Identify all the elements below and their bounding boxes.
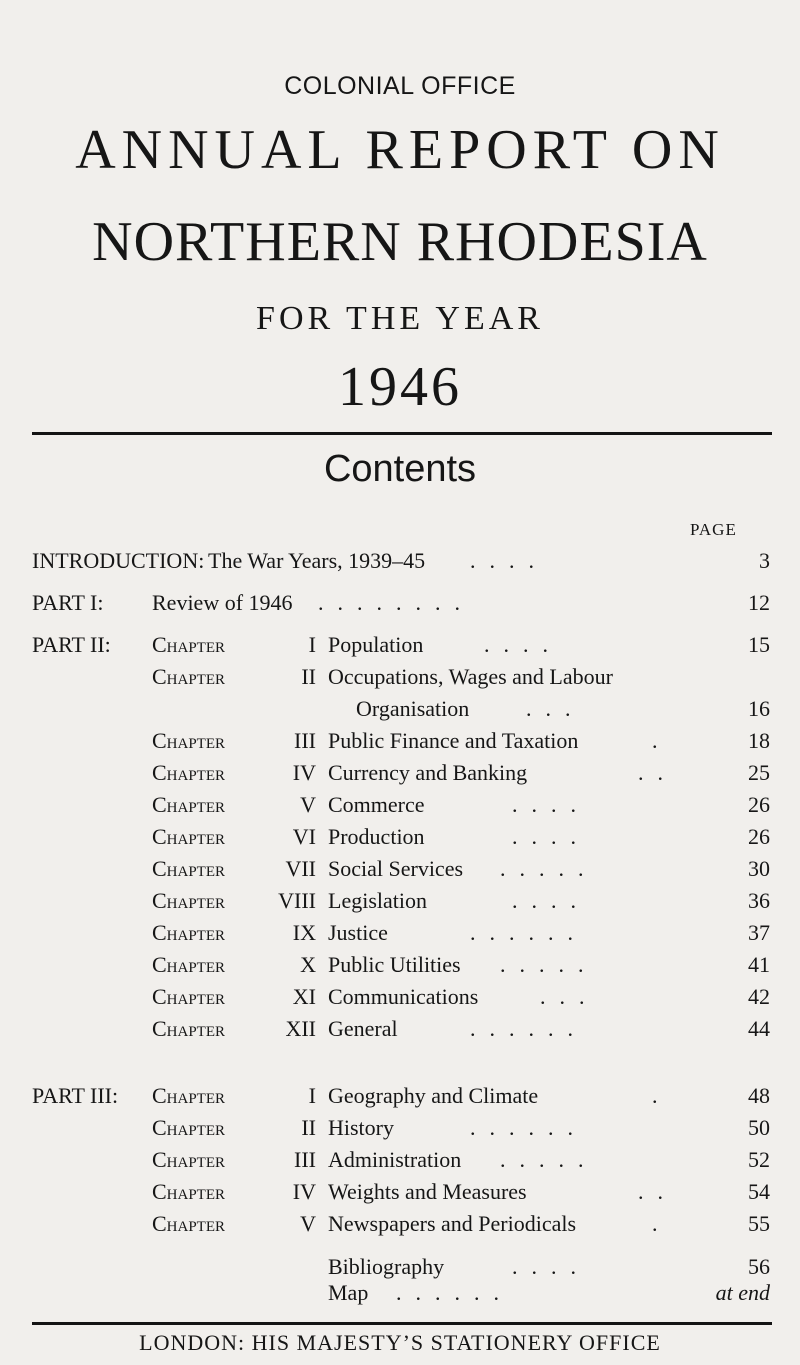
chapter-word: Chapter <box>152 856 226 881</box>
chapter-word: Chapter <box>152 1179 226 1204</box>
chapter-page: 52 <box>748 1147 770 1172</box>
introduction-label: INTRODUCTION: <box>32 548 205 573</box>
chapter-title: Legislation <box>328 888 427 913</box>
chapter-word: Chapter <box>152 920 226 945</box>
chapter-page: 37 <box>748 920 770 945</box>
leader-dots: ...... <box>396 1280 513 1305</box>
report-title-line-1: ANNUAL REPORT ON <box>75 119 725 181</box>
leader-dots: ..... <box>500 1147 598 1172</box>
part-three-label: PART III: <box>32 1083 119 1108</box>
chapter-word: Chapter <box>152 1115 226 1140</box>
leader-dots: .... <box>484 632 562 657</box>
chapter-title: General <box>328 1016 398 1041</box>
chapter-title: Social Services <box>328 856 464 881</box>
leader-dots: ...... <box>470 1016 587 1041</box>
chapter-number: VIII <box>278 888 316 913</box>
bibliography-page: 56 <box>748 1254 770 1279</box>
leader-dots: .... <box>512 792 590 817</box>
leader-dots: .... <box>470 548 548 573</box>
chapter-title-continuation: Organisation <box>356 696 470 721</box>
chapter-word: Chapter <box>152 984 226 1009</box>
leader-dots: ........ <box>318 590 474 615</box>
leader-dots: ...... <box>470 1115 587 1140</box>
chapter-word: Chapter <box>152 1016 226 1041</box>
chapter-page: 15 <box>748 632 770 657</box>
chapter-page: 26 <box>748 792 770 817</box>
bibliography-title: Bibliography <box>328 1254 445 1279</box>
chapter-word: Chapter <box>152 888 226 913</box>
imprint-line: LONDON: HIS MAJESTY’S STATIONERY OFFICE <box>139 1330 661 1355</box>
leader-dots: . <box>652 1083 672 1108</box>
chapter-word: Chapter <box>152 632 226 657</box>
chapter-number: I <box>308 1083 316 1108</box>
chapter-word: Chapter <box>152 728 226 753</box>
part-one-page: 12 <box>748 590 770 615</box>
chapter-page: 30 <box>748 856 770 881</box>
chapter-title: Newspapers and Periodicals <box>328 1211 577 1236</box>
chapter-page: 48 <box>748 1083 770 1108</box>
leader-dots: . <box>652 728 672 753</box>
chapter-number: XII <box>285 1016 316 1041</box>
chapter-title: Communications <box>328 984 479 1009</box>
chapter-title: Justice <box>328 920 388 945</box>
publisher-line: COLONIAL OFFICE <box>284 72 516 100</box>
introduction-page: 3 <box>759 548 770 573</box>
chapter-number: IV <box>292 760 316 785</box>
chapter-word: Chapter <box>152 952 226 977</box>
leader-dots: .... <box>512 1254 590 1279</box>
leader-dots: .... <box>512 888 590 913</box>
part-one-title: Review of 1946 <box>152 590 293 615</box>
chapter-number: II <box>301 664 316 689</box>
leader-dots: . <box>652 1211 672 1236</box>
chapter-number: XI <box>292 984 316 1009</box>
chapter-number: IX <box>292 920 316 945</box>
leader-dots: ..... <box>500 856 598 881</box>
chapter-title: Currency and Banking <box>328 760 528 785</box>
bottom-divider <box>32 1322 772 1325</box>
chapter-word: Chapter <box>152 760 226 785</box>
map-page: at end <box>715 1280 770 1305</box>
chapter-page: 25 <box>748 760 770 785</box>
chapter-title: Geography and Climate <box>328 1083 539 1108</box>
chapter-title: Production <box>328 824 425 849</box>
chapter-number: X <box>300 952 316 977</box>
chapter-page: 41 <box>748 952 770 977</box>
map-title: Map <box>328 1280 369 1305</box>
chapter-title: Population <box>328 632 424 657</box>
leader-dots: .. <box>638 760 677 785</box>
chapter-number: VII <box>285 856 316 881</box>
for-the-year-label: FOR THE YEAR <box>256 300 544 337</box>
chapter-title: Public Finance and Taxation <box>328 728 579 753</box>
chapter-page: 54 <box>748 1179 770 1204</box>
top-divider <box>32 432 772 435</box>
chapter-title: Occupations, Wages and Labour <box>328 664 613 689</box>
chapter-number: V <box>300 1211 316 1236</box>
chapter-number: III <box>294 728 316 753</box>
leader-dots: .... <box>512 824 590 849</box>
chapter-page: 26 <box>748 824 770 849</box>
introduction-title: The War Years, 1939–45 <box>208 548 426 573</box>
chapter-number: IV <box>292 1179 316 1204</box>
contents-heading: Contents <box>323 448 477 490</box>
chapter-word: Chapter <box>152 1211 226 1236</box>
chapter-page: 16 <box>748 696 770 721</box>
chapter-word: Chapter <box>152 664 226 689</box>
chapter-word: Chapter <box>152 824 226 849</box>
chapter-number: III <box>294 1147 316 1172</box>
leader-dots: ...... <box>470 920 587 945</box>
chapter-title: Administration <box>328 1147 462 1172</box>
leader-dots: ... <box>526 696 585 721</box>
chapter-title: Commerce <box>328 792 425 817</box>
chapter-title: Public Utilities <box>328 952 461 977</box>
chapter-word: Chapter <box>152 792 226 817</box>
page-column-label: PAGE <box>690 520 737 539</box>
leader-dots: ..... <box>500 952 598 977</box>
part-two-label: PART II: <box>32 632 111 657</box>
report-year: 1946 <box>338 356 462 418</box>
part-one-label: PART I: <box>32 590 104 615</box>
chapter-number: VI <box>292 824 316 849</box>
chapter-page: 42 <box>748 984 770 1009</box>
chapter-page: 50 <box>748 1115 770 1140</box>
chapter-number: II <box>301 1115 316 1140</box>
leader-dots: ... <box>540 984 599 1009</box>
chapter-title: History <box>328 1115 394 1140</box>
chapter-page: 55 <box>748 1211 770 1236</box>
chapter-number: I <box>308 632 316 657</box>
chapter-page: 18 <box>748 728 770 753</box>
leader-dots: .. <box>638 1179 677 1204</box>
chapter-number: V <box>300 792 316 817</box>
chapter-page: 36 <box>748 888 770 913</box>
report-title-line-2: NORTHERN RHODESIA <box>92 211 708 273</box>
chapter-title: Weights and Measures <box>328 1179 527 1204</box>
chapter-page: 44 <box>748 1016 770 1041</box>
chapter-word: Chapter <box>152 1147 226 1172</box>
chapter-word: Chapter <box>152 1083 226 1108</box>
